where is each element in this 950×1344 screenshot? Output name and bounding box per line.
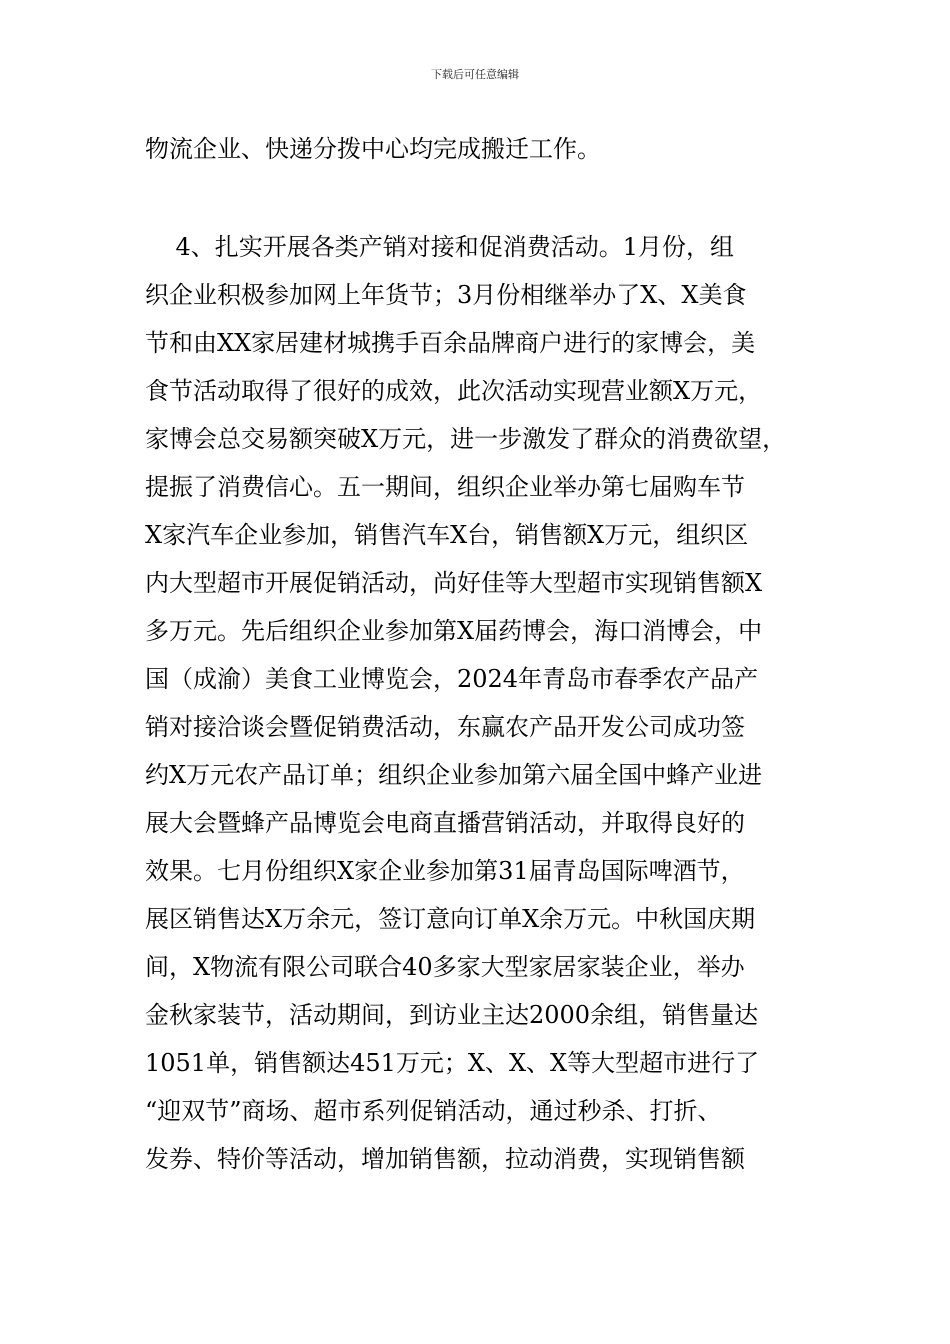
text-line: 发券、特价等活动，增加销售额，拉动消费，实现销售额 [145, 1145, 745, 1173]
text-line: 展区销售达X万余元，签订意向订单X余万元。中秋国庆期 [145, 905, 756, 933]
text-line: 织企业积极参加网上年货节；3月份相继举办了X、X美食 [145, 281, 747, 309]
text-line: 约X万元农产品订单；组织企业参加第六届全国中蜂产业进 [145, 761, 763, 789]
text-line: 销对接洽谈会暨促销费活动，东赢农产品开发公司成功签 [145, 713, 745, 741]
text-line: 食节活动取得了很好的成效，此次活动实现营业额X万元， [145, 377, 763, 405]
header-note: 下载后可任意编辑 [431, 68, 519, 81]
text-line: 间，X物流有限公司联合40多家大型家居家装企业，举办 [145, 953, 745, 981]
text-line: 家博会总交易额突破X万元，进一步激发了群众的消费欲望， [145, 425, 787, 453]
text-line: 物流企业、快递分拨中心均完成搬迁工作。 [145, 135, 601, 163]
text-line: 节和由XX家居建材城携手百余品牌商户进行的家博会，美 [145, 329, 756, 357]
text-line: X家汽车企业参加，销售汽车X台，销售额X万元，组织区 [145, 521, 749, 549]
text-line: 国（成渝）美食工业博览会，2024年青岛市春季农产品产 [145, 665, 759, 693]
text-line: 多万元。先后组织企业参加第X届药博会，海口消博会，中 [145, 617, 763, 645]
text-line: 金秋家装节，活动期间，到访业主达2000余组，销售量达 [145, 1001, 759, 1029]
text-line: 4、扎实开展各类产销对接和促消费活动。1月份，组 [145, 233, 735, 261]
text-line: “迎双节”商场、超市系列促销活动，通过秒杀、打折、 [145, 1097, 722, 1125]
text-line: 效果。七月份组织X家企业参加第31届青岛国际啤酒节， [145, 857, 745, 885]
text-line: 内大型超市开展促销活动，尚好佳等大型超市实现销售额X [145, 569, 763, 597]
text-line: 展大会暨蜂产品博览会电商直播营销活动，并取得良好的 [145, 809, 745, 837]
text-line: 1051单，销售额达451万元；X、X、X等大型超市进行了 [145, 1049, 760, 1077]
text-line: 提振了消费信心。五一期间，组织企业举办第七届购车节 [145, 473, 745, 501]
